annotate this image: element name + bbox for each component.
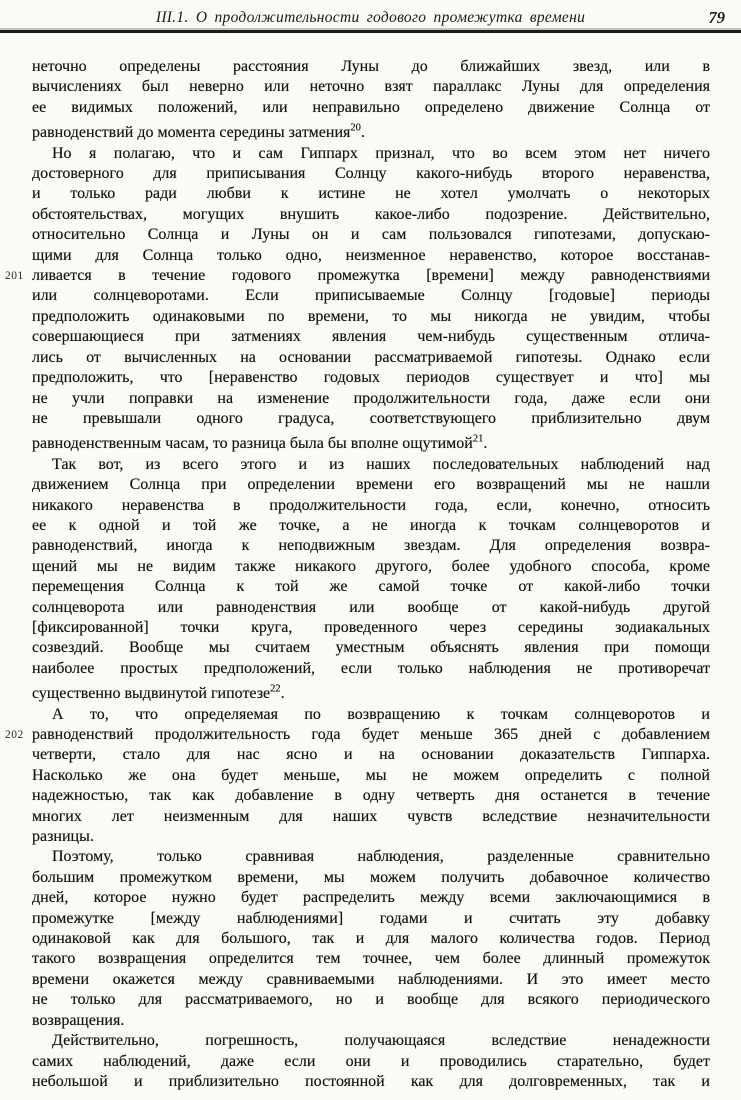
text-line [32,205,710,225]
footnote-ref: 22 [270,683,281,695]
line-tail: . [360,124,365,142]
text-line [32,577,710,597]
text-line [32,929,710,949]
line-text: Поэтому, только сравнивая наблюдения, разделенные сравнительно [52,848,710,866]
text-line [32,496,710,516]
text-line [32,434,710,454]
text-line [32,766,710,786]
page-number: 79 [708,8,725,27]
text-line [32,1072,710,1092]
line-text: ее видимых положений, или неправильно определено движение Солнца от [32,98,710,116]
text-line [32,389,710,409]
text-line [32,949,710,969]
text-line [32,164,710,184]
line-text: ее к одной и той же точке, а не иногда к точкам солнцеворотов и [32,516,710,534]
line-text: небольшой и приблизительно постоянной как для долговременных, так и [32,1072,710,1090]
line-text: существенно выдвинутой гипотезе [32,685,271,703]
text-line [32,684,710,704]
text-line [32,246,710,266]
line-text: никакого неравенства в продолжительности года, если, конечно, относить [32,496,710,514]
line-text: А то, что определяемая по возвращению к точкам солнцеворотов и [52,705,710,723]
line-text: равноденствий продолжительность года будет меньше 365 дней с добавлением [32,726,710,743]
line-text: лись от вычисленных на основании рассматриваемой гипотезы. Однако если [32,348,710,366]
line-text: и только ради любви к истине не хотел умолчать о некоторых [32,185,710,203]
text-line [32,368,710,388]
line-text: созвездий. Вообще мы считаем уместным объяснять явления при помощи [32,639,710,657]
text-line [32,516,710,536]
line-text: или солнцеворотами. Если приписываемые Солнцу [годовые] периоды [32,287,710,305]
text-line [32,184,710,204]
header-rule [0,30,741,33]
line-text: неточно определены расстояния Луны до ближайших звезд, или в [32,58,710,75]
line-text: не учли поправки на изменение продолжительности года, даже если они [32,389,710,407]
line-text: времени окажется между сравниваемыми наблюдениями. И это имеет место [32,970,710,988]
line-text: вычислениях был неверно или неточно взят параллакс Луны для определения [32,78,710,96]
text-line [32,847,710,867]
line-text: самих наблюдений, даже если они и проводились старательно, будет [32,1052,710,1070]
line-text: разницы. [32,828,94,846]
text-line [32,286,710,306]
line-text: дней, которое нужно будет распределить между всеми заключающимися в [32,889,710,907]
text-line [32,1011,710,1031]
line-text: одинаковой как для большого, так и для малого количества годов. Период [32,930,710,948]
text-line [32,598,710,618]
text-line [32,307,710,327]
text-line [32,348,710,368]
margin-number: 202 [5,729,24,741]
line-text: перемещения Солнца к той же самой точке от какой-либо точки [32,578,710,596]
text-line [32,266,710,286]
line-text: достоверного для приписывания Солнцу какого-нибудь второго неравенства, [32,165,710,183]
line-tail: . [280,685,285,703]
line-text: солнцеворота или равноденствия или вообще от какой-нибудь другой [32,598,710,616]
text-line [32,618,710,638]
line-text: Так вот, из всего этого и из наших последовательных наблюдений над [52,455,710,473]
line-text: [фиксированной] точки круга, проведенного через середины зодиакальных [32,618,710,636]
text-line [32,327,710,347]
text-line [32,144,710,164]
margin-number: 201 [5,270,24,282]
footnote-ref: 21 [472,433,484,445]
page-header [0,6,741,30]
text-line [32,409,710,429]
text-line [32,475,710,495]
line-text: предположить, что [неравенство годовых периодов существует и что] мы [32,369,710,387]
text-line [32,990,710,1010]
line-text: большим промежутком времени, мы можем получить добавочное количество [32,868,710,886]
text-line [32,659,710,679]
line-text: движением Солнца при определении времени его возвращений мы не нашли [32,476,710,494]
line-text: щений мы не видим также никакого другого, более удобного способа, кроме [32,557,710,575]
text-line [32,827,710,847]
text-line [32,807,710,827]
line-text: равноденствий, иногда к неподвижным звездам. Для определения возвра- [32,537,710,555]
text-line [32,725,710,745]
line-text: Насколько же она будет меньше, мы не можем определить с полной [32,766,710,784]
text-line [32,455,710,475]
line-text: щими для Солнца только одно, неизменное неравенство, которое восстанав- [32,246,710,264]
text-line [32,123,710,143]
text-line [32,888,710,908]
running-title: III.1. О продолжительности годового промежутка времени [155,9,586,26]
line-text: совершающиеся при затмениях явления чем-нибудь существенным отлича- [32,328,710,346]
line-text: обстоятельствах, могущих внушить какое-либо подозрение. Действительно, [32,205,710,223]
text-line [32,77,710,97]
line-text: предположить одинаковыми по времени, то мы никогда не увидим, чтобы [32,307,710,325]
line-text: наиболее простых предположений, если только наблюдения не противоречат [32,659,710,677]
line-text: Действительно, погрешность, получающаяся вследствие ненадежности [52,1032,710,1050]
line-text: Но я полагаю, что и сам Гиппарх признал, что во всем этом нет ничего [52,144,710,162]
line-text: не превышали одного градуса, соответствующего приблизительно двум [32,409,710,427]
text-line [32,1031,710,1051]
line-text: равноденствий до момента середины затмения [32,124,351,142]
line-text: ливается в течение годового промежутка [времени] между равноденствиями [32,267,710,285]
text-line [32,970,710,990]
text-line [32,57,710,77]
line-text: не только для рассматриваемого, но и вообще для всякого периодического [32,991,710,1009]
footnote-ref: 20 [350,122,361,134]
line-text: такого возвращения определится тем точнее, чем более длинный промежуток [32,950,710,968]
line-text: надежностью, так как добавление в одну четверть дня останется в течение [32,787,710,805]
text-line [32,786,710,806]
line-text: многих лет неизменным для наших чувств вследствие незначительности [32,807,710,825]
line-tail: . [483,435,488,453]
text-line [32,1052,710,1072]
line-text: четверти, стало для нас ясно и на основании доказательств Гиппарха. [32,746,710,764]
line-text: возвращения. [32,1011,125,1029]
text-line [32,536,710,556]
page-body [5,57,710,1092]
text-line [32,705,710,725]
text-line [32,745,710,765]
text-line [32,909,710,929]
text-line [32,868,710,888]
text-line [32,638,710,658]
line-text: промежутке [между наблюдениями] годами и считать эту добавку [32,909,710,927]
line-text: равноденственным часам, то разница была бы вполне ощутимой [32,435,473,453]
text-line [32,98,710,118]
text-line [32,557,710,577]
text-line [32,225,710,245]
line-text: относительно Солнца и Луны он и сам пользовался гипотезами, допускаю- [32,226,710,244]
